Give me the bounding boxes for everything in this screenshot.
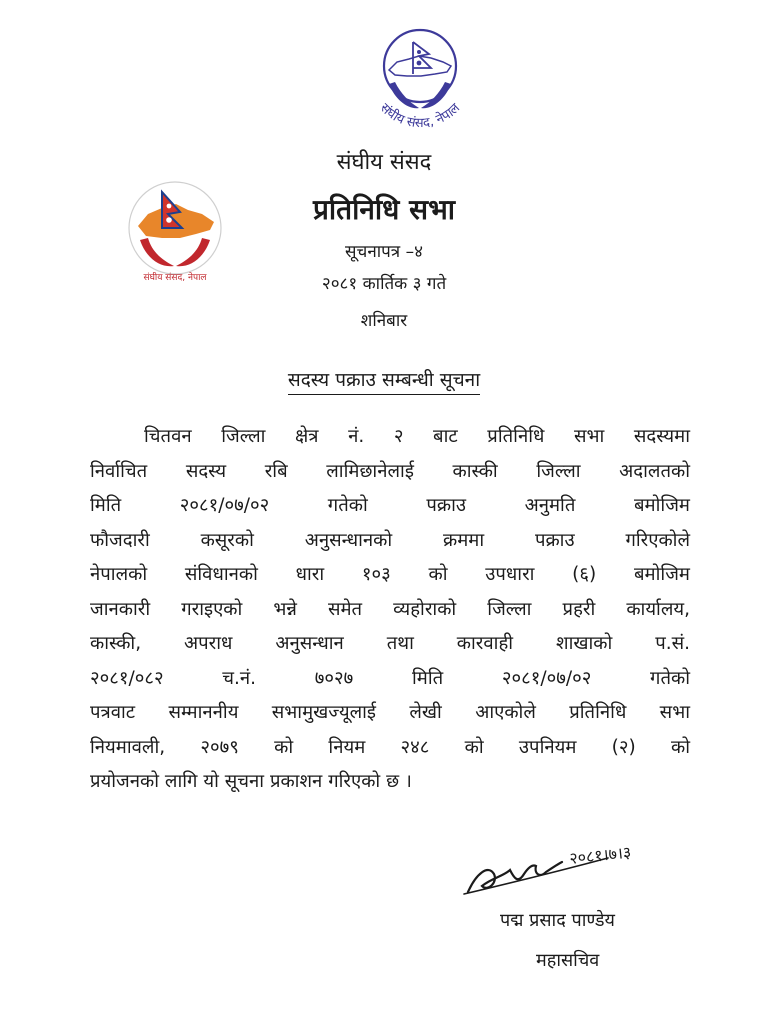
notice-day: शनिबार bbox=[360, 311, 408, 331]
notice-number: सूचनापत्र –४ bbox=[345, 242, 423, 262]
body-line: चितवन जिल्ला क्षेत्र नं. २ बाट प्रतिनिधि सभा सदस्यमा bbox=[144, 426, 690, 447]
subject-heading bbox=[0, 366, 768, 392]
signature-date: २०८१।७।३ bbox=[568, 842, 633, 868]
emblem-left-text: संघीय संसद, नेपाल bbox=[143, 273, 207, 283]
house-title: प्रतिनिधि सभा bbox=[312, 193, 456, 226]
signer-designation: महासचिव bbox=[536, 950, 600, 971]
body-line: निर्वाचित सदस्य रबि लामिछानेलाई कास्की जिल्ला अदालतको bbox=[90, 460, 690, 482]
notice-body bbox=[90, 420, 690, 800]
body-line: जानकारी गराइएको भन्ने समेत व्यहोराको जिल्ला प्रहरी कार्यालय, bbox=[90, 598, 690, 620]
body-line: कास्की, अपराध अनुसन्धान तथा कारवाही शाखाको प.सं. bbox=[90, 633, 690, 654]
notice-date: २०८१ कार्तिक ३ गते bbox=[321, 274, 447, 294]
parliament-emblem-top bbox=[361, 18, 479, 140]
body-line: २०८१/०८२ च.नं. ७०२७ मिति २०८१/०७/०२ गतेको bbox=[90, 667, 690, 689]
body-line: नियमावली, २०७९ को नियम २४८ को उपनियम (२) को bbox=[90, 736, 690, 758]
body-line: फौजदारी कसूरको अनुसन्धानको क्रममा पक्राउ गरिएकोले bbox=[90, 529, 690, 551]
emblem-top-text: संघीय संसद, नेपाल bbox=[376, 100, 464, 132]
body-line: मिति २०८१/०७/०२ गतेको पक्राउ अनुमति बमोजिम bbox=[90, 495, 690, 516]
subject-text: सदस्य पक्राउ सम्बन्धी सूचना bbox=[288, 369, 480, 395]
signer-name: पद्म प्रसाद पाण्डेय bbox=[500, 910, 615, 931]
svg-text:संघीय संसद, नेपाल bbox=[377, 101, 463, 131]
parliament-title: संघीय संसद bbox=[336, 150, 432, 175]
body-line: नेपालको संविधानको धारा १०३ को उपधारा (६) बमोजिम bbox=[90, 564, 690, 585]
body-line: पत्रवाट सम्माननीय सभामुखज्यूलाई लेखी आएकोले प्रतिनिधि सभा bbox=[90, 702, 690, 723]
body-line: प्रयोजनको लागि यो सूचना प्रकाशन गरिएको छ । bbox=[90, 771, 412, 792]
handwritten-signature bbox=[458, 834, 658, 904]
